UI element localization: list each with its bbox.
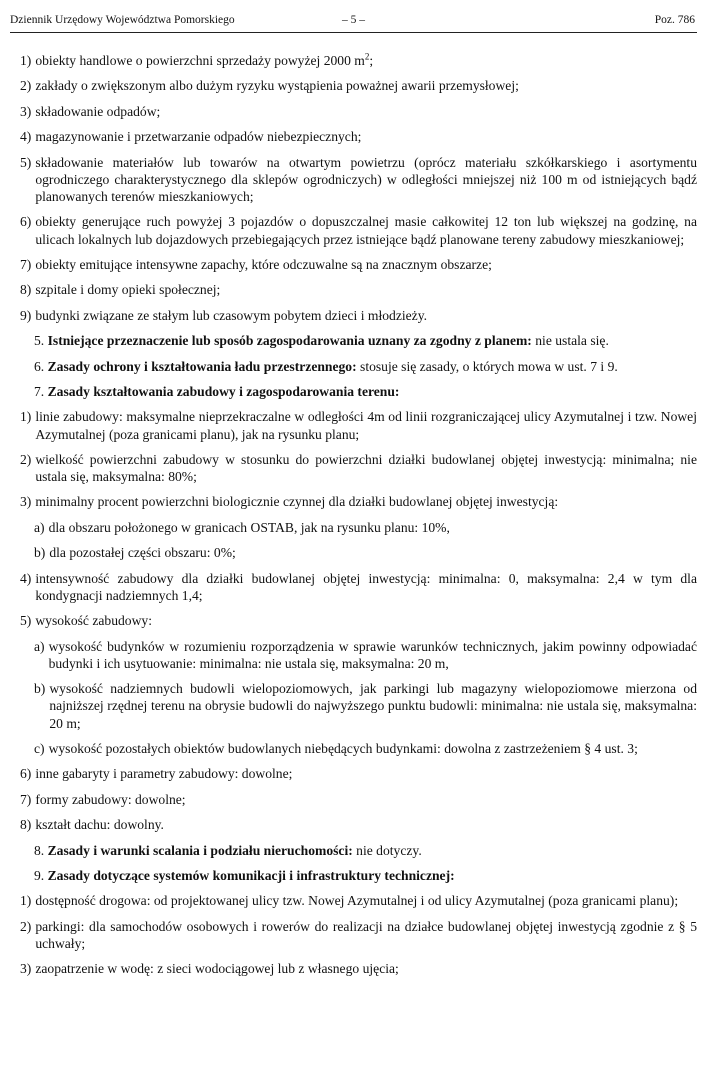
page-number: – 5 – (342, 14, 365, 26)
section-title: Zasady i warunki scalania i podziału nieruchomości: (47, 842, 353, 858)
list-item: 6) inne gabaryty i parametry zabudowy: dowolne; (20, 765, 697, 782)
list-item-text: obiekty generujące ruch powyżej 3 pojazdów o dopuszczalnej masie całkowitej 12 ton lub większej na godzinę, na ulicach lokalnych lub dojazdowych przebiegających przez istniejące bądź planowane tereny zabudowy mieszkaniowej; (35, 214, 697, 247)
position-number: Poz. 786 (654, 14, 695, 26)
list-item-text: zaopatrzenie w wodę: z sieci wodociągowej lub z własnego ujęcia; (35, 961, 399, 977)
section-number: 8. (34, 842, 45, 858)
page-header (10, 12, 697, 33)
sub-list-item-text: dla obszaru położonego w granicach OSTAB, jak na rysunku planu: 10%, (48, 519, 450, 535)
sub-list-item-text: wysokość nadziemnych budowli wielopoziomowych, jak parkingi lub magazyny wielopoziomowe mierzona od najniższej rzędnej terenu na obrysie budowli do najwyższego punktu budowli: minimalna: nie ustala się, maksymalna: 20 m; (49, 681, 697, 731)
list-item: 3) minimalny procent powierzchni biologicznie czynnej dla działki budowlanej objętej inwestycją: (20, 493, 697, 510)
section-7 (34, 383, 697, 400)
section-8 (34, 842, 697, 859)
list-item: 7) formy zabudowy: dowolne; (20, 791, 697, 808)
sub-list-item: a) dla obszaru położonego w granicach OSTAB, jak na rysunku planu: 10%, (34, 519, 697, 536)
list-item: 6) obiekty generujące ruch powyżej 3 pojazdów o dopuszczalnej masie całkowitej 12 ton lub większej na godzinę, na ulicach lokalnych lub dojazdowych przebiegających przez istniejące bądź planowane tereny zabudowy mieszkaniowej; (20, 214, 697, 247)
section-number: 7. (34, 383, 45, 399)
list-item: 8) kształt dachu: dowolny. (20, 816, 697, 833)
list-item-text: kształt dachu: dowolny. (35, 817, 164, 833)
section-title: Zasady ochrony i kształtowania ładu przestrzennego: (47, 358, 357, 374)
list-item: 3) składowanie odpadów; (20, 103, 697, 120)
section-title: Zasady kształtowania zabudowy i zagospodarowania terenu: (47, 383, 400, 399)
section-number: 6. (34, 358, 45, 374)
list-item: 5) składowanie materiałów lub towarów na otwartym powietrzu (oprócz materiału szkółkarskiego i asortymentu ogrodniczego charakterystycznego dla sklepów ogrodniczych) w odległości mniejszej niż 100 m od istniejących bądź planowanych terenów mieszkaniowych; (20, 154, 697, 204)
section-title: Zasady dotyczące systemów komunikacji i infrastruktury technicznej: (47, 867, 455, 883)
list-item: 1) dostępność drogowa: od projektowanej ulicy tzw. Nowej Azymutalnej i od ulicy Azymutalnej (poza granicami planu); (20, 892, 697, 909)
list-item-text: wysokość zabudowy: (35, 613, 152, 629)
sub-list-item-text: wysokość pozostałych obiektów budowlanych niebędących budynkami: dowolna z zastrzeżeniem § 4 ust. 3; (48, 741, 638, 757)
list-item: 4) magazynowanie i przetwarzanie odpadów niebezpiecznych; (20, 128, 697, 145)
list-item-text: formy zabudowy: dowolne; (35, 791, 186, 807)
section-6 (34, 358, 697, 375)
list-item: 2) parkingi: dla samochodów osobowych i rowerów do realizacji na działce budowlanej objętej inwestycją zgodnie z § 5 uchwały; (20, 918, 697, 951)
list-item-text: intensywność zabudowy dla działki budowlanej objętej inwestycją: minimalna: 0, maksymalna: 2,4 w tym dla kondygnacji nadziemnych 1,4; (35, 570, 697, 603)
list-item (20, 52, 697, 69)
list-item: 8) szpitale i domy opieki społecznej; (20, 281, 697, 298)
section-5 (34, 332, 697, 349)
list-item-text: budynki związane ze stałym lub czasowym pobytem dzieci i młodzieży. (35, 307, 428, 323)
document-body (20, 52, 697, 1081)
list-item-number: 1) (20, 53, 32, 68)
list-item-text: inne gabaryty i parametry zabudowy: dowolne; (35, 766, 293, 782)
list-item: 9) budynki związane ze stałym lub czasowym pobytem dzieci i młodzieży. (20, 307, 697, 324)
sub-list-item: c) wysokość pozostałych obiektów budowlanych niebędących budynkami: dowolna z zastrzeżeniem § 4 ust. 3; (34, 740, 697, 757)
sub-list-item: a) wysokość budynków w rozumieniu rozporządzenia w sprawie warunków technicznych, jakim powinny odpowiadać budynki i ich usytuowanie: minimalna: nie ustala się, maksymalna: 20 m, (34, 638, 697, 671)
list-item: 2) wielkość powierzchni zabudowy w stosunku do powierzchni działki budowlanej objętej inwestycją: minimalna; nie ustala się, maksymalna: 80%; (20, 451, 697, 485)
sub-list-item: b) wysokość nadziemnych budowli wielopoziomowych, jak parkingi lub magazyny wielopoziomowe mierzona od najniższej rzędnej terenu na obrysie budowli do najwyższego punktu budowli: minimalna: nie ustala się, maksymalna: 20 m; (34, 681, 697, 731)
section-text: nie dotyczy. (352, 842, 422, 858)
list-item: 7) obiekty emitujące intensywne zapachy, które odczuwalne są na znacznym obszarze; (20, 256, 697, 273)
list-item-text: obiekty emitujące intensywne zapachy, które odczuwalne są na znacznym obszarze; (35, 256, 492, 272)
sub-list-item-text: dla pozostałej części obszaru: 0%; (49, 545, 236, 561)
list-item-text: składowanie odpadów; (35, 103, 161, 119)
sub-list-item: b) dla pozostałej części obszaru: 0%; (34, 544, 697, 561)
list-item: 2) zakłady o zwiększonym albo dużym ryzyku wystąpienia poważnej awarii przemysłowej; (20, 77, 697, 94)
list-item-text: parkingi: dla samochodów osobowych i rowerów do realizacji na działce budowlanej objętej inwestycją zgodnie z § 5 uchwały; (35, 918, 697, 951)
list-item-text: obiekty handlowe o powierzchni sprzedaży powyżej 2000 $m^2$; (35, 51, 374, 68)
journal-title: Dziennik Urzędowy Województwa Pomorskiego (10, 14, 235, 26)
list-item: 1) linie zabudowy: maksymalne nieprzekraczalne w odległości 4m od linii rozgraniczającej ulicy Azymutalnej i tzw. Nowej Azymutalnej (poza granicami planu), jak na rysunku planu; (20, 409, 697, 442)
list-item-text: magazynowanie i przetwarzanie odpadów niebezpiecznych; (35, 129, 362, 145)
sub-list-item-text: wysokość budynków w rozumieniu rozporządzenia w sprawie warunków technicznych, jakim powinny odpowiadać budynki i ich usytuowanie: minimalna: nie ustala się, maksymalna: 20 m, (48, 638, 697, 671)
list-item: 3) zaopatrzenie w wodę: z sieci wodociągowej lub z własnego ujęcia; (20, 960, 697, 977)
list-item-text: wielkość powierzchni zabudowy w stosunku do powierzchni działki budowlanej objętej inwestycją: minimalna; nie ustala się, maksymalna: 80%; (35, 451, 697, 485)
superscript: 2 (364, 51, 370, 62)
section-text: nie ustala się. (531, 333, 609, 349)
list-item-text: szpitale i domy opieki społecznej; (35, 282, 221, 298)
section-title: Istniejące przeznaczenie lub sposób zagospodarowania uznany za zgodny z planem: (47, 333, 532, 349)
section-9 (34, 867, 697, 884)
list-item-text: dostępność drogowa: od projektowanej ulicy tzw. Nowej Azymutalnej i od ulicy Azymutalnej (poza granicami planu); (35, 893, 679, 909)
section-text: stosuje się zasady, o których mowa w ust. 7 i 9. (356, 358, 618, 374)
section-number: 5. (34, 333, 45, 349)
list-item: 4) intensywność zabudowy dla działki budowlanej objętej inwestycją: minimalna: 0, maksymalna: 2,4 w tym dla kondygnacji nadziemnych 1,4; (20, 570, 697, 603)
list-item-text: składowanie materiałów lub towarów na otwartym powietrzu (oprócz materiału szkółkarskiego i asortymentu ogrodniczego charakterystycznego dla sklepów ogrodniczych) w odległości mniejszej niż 100 m od istniejących bądź planowanych terenów mieszkaniowych; (35, 154, 697, 204)
list-item-text: minimalny procent powierzchni biologicznie czynnej dla działki budowlanej objętej inwestycją: (35, 494, 559, 510)
list-item-text: linie zabudowy: maksymalne nieprzekraczalne w odległości 4m od linii rozgraniczającej ulicy Azymutalnej i tzw. Nowej Azymutalnej (poza granicami planu), jak na rysunku planu; (35, 409, 697, 442)
list-item: 5) wysokość zabudowy: (20, 612, 697, 629)
list-item-text: zakłady o zwiększonym albo dużym ryzyku wystąpienia poważnej awarii przemysłowej; (35, 78, 519, 94)
section-number: 9. (34, 867, 45, 883)
